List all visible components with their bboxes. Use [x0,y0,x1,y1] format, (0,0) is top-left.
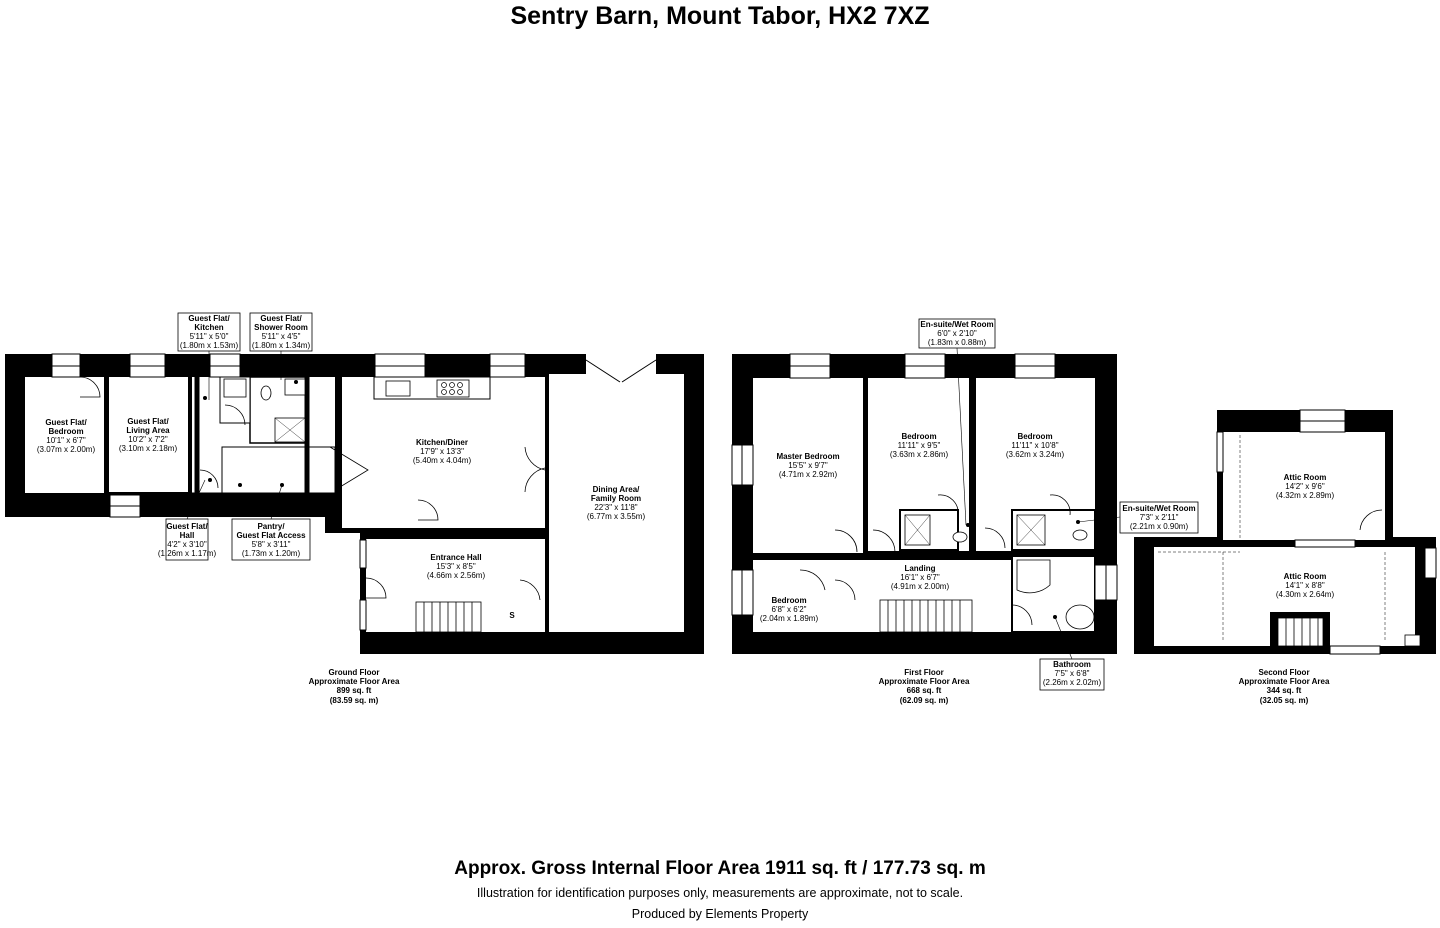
svg-text:En-suite/Wet Room: En-suite/Wet Room [1122,504,1196,513]
svg-text:Approximate Floor Area: Approximate Floor Area [308,677,400,686]
svg-text:(3.07m x 2.00m): (3.07m x 2.00m) [36,445,96,454]
svg-text:(1.83m x 0.88m): (1.83m x 0.88m) [927,338,987,347]
svg-text:14'2" x 9'6": 14'2" x 9'6" [1285,482,1325,491]
svg-text:(3.63m x 2.86m): (3.63m x 2.86m) [889,450,949,459]
svg-text:344 sq. ft: 344 sq. ft [1266,686,1302,695]
svg-text:First Floor: First Floor [904,668,944,677]
svg-text:11'11" x 9'5": 11'11" x 9'5" [897,441,941,450]
svg-text:5'8" x 3'11": 5'8" x 3'11" [251,540,291,549]
svg-text:Pantry/: Pantry/ [257,522,285,531]
room-label-landing [891,564,950,591]
svg-text:(4.66m x 2.56m): (4.66m x 2.56m) [426,571,486,580]
svg-text:(32.05 sq. m): (32.05 sq. m) [1259,696,1309,705]
svg-text:668 sq. ft: 668 sq. ft [906,686,942,695]
svg-text:Dining Area/: Dining Area/ [592,485,640,494]
svg-text:Family Room: Family Room [590,494,642,503]
svg-text:4'2" x 3'10": 4'2" x 3'10" [167,540,207,549]
svg-text:Bedroom: Bedroom [901,432,937,441]
room-label-attic-1 [1276,473,1335,500]
room-label-guest-living [119,417,178,453]
svg-text:(3.10m x 2.18m): (3.10m x 2.18m) [118,444,178,453]
room-label-bedroom-4 [760,596,819,623]
svg-text:(1.26m x 1.17m): (1.26m x 1.17m) [157,549,217,558]
svg-text:(2.04m x 1.89m): (2.04m x 1.89m) [759,614,819,623]
room-label-bedroom-3 [1006,432,1065,459]
total-floor-area: Approx. Gross Internal Floor Area 1911 sq. ft / 177.73 sq. m [454,858,986,879]
svg-text:(4.30m x 2.64m): (4.30m x 2.64m) [1275,590,1335,599]
room-label-kitchen-diner [413,438,472,465]
room-label-attic-2 [1276,572,1335,599]
svg-text:15'5" x 9'7": 15'5" x 9'7" [788,461,828,470]
svg-text:Guest Flat/: Guest Flat/ [166,522,208,531]
svg-text:899 sq. ft: 899 sq. ft [336,686,372,695]
svg-text:Bedroom: Bedroom [771,596,807,605]
svg-text:Approximate Floor Area: Approximate Floor Area [878,677,970,686]
page-title: Sentry Barn, Mount Tabor, HX2 7XZ [510,2,930,30]
svg-text:11'11" x 10'8": 11'11" x 10'8" [1011,441,1059,450]
svg-text:(3.62m x 3.24m): (3.62m x 3.24m) [1005,450,1065,459]
svg-text:(4.32m x 2.89m): (4.32m x 2.89m) [1275,491,1335,500]
svg-text:Shower Room: Shower Room [254,323,308,332]
ground-floor-caption [309,668,400,705]
svg-text:(2.21m x 0.90m): (2.21m x 0.90m) [1129,522,1189,531]
svg-text:Kitchen: Kitchen [194,323,224,332]
svg-text:Guest Flat/: Guest Flat/ [45,418,87,427]
svg-text:15'3" x 8'5": 15'3" x 8'5" [436,562,476,571]
svg-text:22'3" x 11'8": 22'3" x 11'8" [594,503,638,512]
svg-text:(2.26m x 2.02m): (2.26m x 2.02m) [1042,678,1102,687]
svg-text:Guest Flat/: Guest Flat/ [127,417,169,426]
svg-text:(1.73m x 1.20m): (1.73m x 1.20m) [241,549,301,558]
svg-text:Living Area: Living Area [126,426,170,435]
svg-text:Bathroom: Bathroom [1053,660,1091,669]
room-label-dining-family [587,485,646,521]
svg-text:14'1" x 8'8": 14'1" x 8'8" [1285,581,1325,590]
svg-text:Ground Floor: Ground Floor [328,668,380,677]
svg-text:Approximate Floor Area: Approximate Floor Area [1238,677,1330,686]
svg-text:(5.40m x 4.04m): (5.40m x 4.04m) [412,456,472,465]
svg-text:16'1" x 6'7": 16'1" x 6'7" [900,573,940,582]
second-floor-caption [1239,668,1330,705]
svg-text:5'11" x 5'0": 5'11" x 5'0" [189,332,229,341]
svg-text:Guest Flat Access: Guest Flat Access [236,531,306,540]
svg-text:Bedroom: Bedroom [48,427,84,436]
svg-text:Guest Flat/: Guest Flat/ [260,314,302,323]
svg-text:(1.80m x 1.53m): (1.80m x 1.53m) [179,341,239,350]
room-label-master-bedroom [776,452,839,479]
svg-text:Attic Room: Attic Room [1283,473,1327,482]
disclaimer: Illustration for identification purposes only, measurements are approximate, not to scale. [476,886,964,900]
svg-text:6'0" x 2'10": 6'0" x 2'10" [937,329,977,338]
svg-text:7'3" x 2'11": 7'3" x 2'11" [1139,513,1179,522]
svg-text:10'1" x 6'7": 10'1" x 6'7" [46,436,86,445]
room-label-entrance-hall [427,553,486,580]
svg-text:7'5" x 6'8": 7'5" x 6'8" [1054,669,1090,678]
svg-text:10'2" x 7'2": 10'2" x 7'2" [128,435,168,444]
room-label-guest-bedroom [37,418,96,454]
svg-text:Kitchen/Diner: Kitchen/Diner [415,438,469,447]
svg-text:(62.09 sq. m): (62.09 sq. m) [899,696,949,705]
svg-text:(6.77m x 3.55m): (6.77m x 3.55m) [586,512,646,521]
svg-text:Attic Room: Attic Room [1283,572,1327,581]
storage-label: S [509,611,515,620]
svg-text:(4.91m x 2.00m): (4.91m x 2.00m) [890,582,950,591]
first-floor-caption [879,668,970,705]
svg-text:Bedroom: Bedroom [1017,432,1053,441]
svg-text:En-suite/Wet Room: En-suite/Wet Room [920,320,994,329]
svg-text:Entrance Hall: Entrance Hall [430,553,482,562]
svg-text:Landing: Landing [904,564,936,573]
room-label-bedroom-2 [890,432,949,459]
producer-credit: Produced by Elements Property [631,907,809,921]
svg-text:(1.80m x 1.34m): (1.80m x 1.34m) [251,341,311,350]
svg-text:17'9" x 13'3": 17'9" x 13'3" [420,447,464,456]
svg-text:Second Floor: Second Floor [1258,668,1310,677]
svg-text:Guest Flat/: Guest Flat/ [188,314,230,323]
svg-text:(4.71m x 2.92m): (4.71m x 2.92m) [778,470,838,479]
svg-text:Master Bedroom: Master Bedroom [776,452,840,461]
svg-text:Hall: Hall [179,531,195,540]
svg-text:(83.59 sq. m): (83.59 sq. m) [329,696,379,705]
svg-text:5'11" x 4'5": 5'11" x 4'5" [261,332,301,341]
svg-text:6'8" x 6'2": 6'8" x 6'2" [771,605,807,614]
